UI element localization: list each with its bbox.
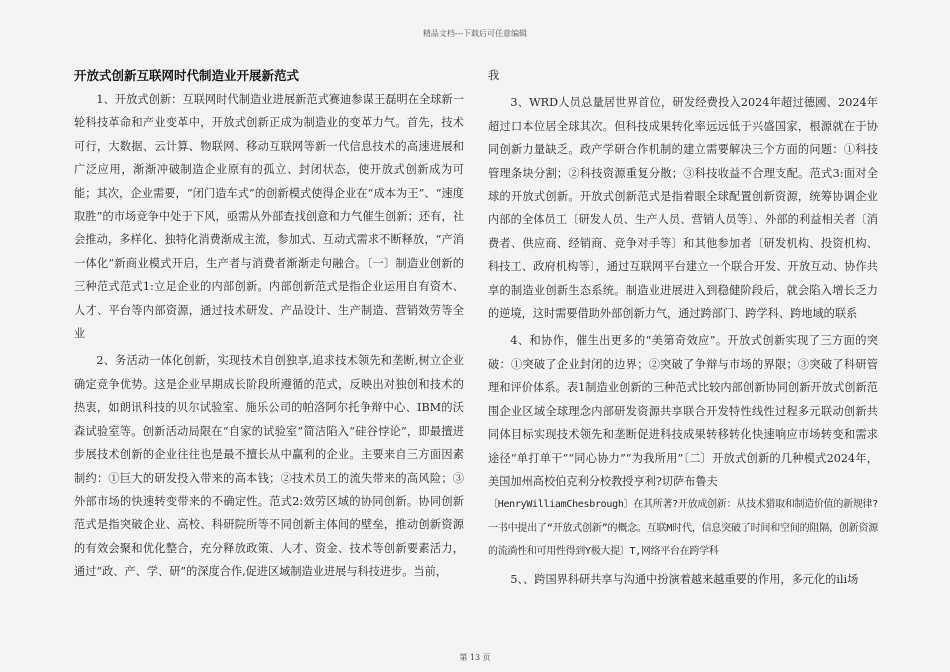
document-title: 开放式创新互联网时代制造业开展新范式	[74, 68, 300, 83]
paragraph-1: 1、开放式创新：互联网时代制造业进展新范式赛迪参谋王磊明在全球新一轮科技革命和产业变革中，开放式创新正成为制造业的变革力气。首先，技术可行，大数据、云计算、物联网、移动互联网等新一代信息技术的高速进展和广泛应用，渐渐冲破制造企业原有的孤立、封闭状态，使开放式创新成为可能；其次，企业需要，“闭门造车式”的创新模式使得企业在“成本为王”、“速度取胜”的市场竞争中处于下风，亟需从外部查找创意和力气催生创新；还有，社会推动，多样化、独特化消费渐成主流，参加式、互动式需求不断释放，“产消一体化”新商业模式开启，生产者与消费者渐渐走句融合。〔一〕制造业创新的三种范式范式1:立足企业的内部创新。内部创新范式是指企业运用自有资木、人才、平台等内部资源，通过技术研发、产品设计、生产制造、营销效劳等全业	[74, 93, 464, 341]
paragraph-4: 4、和协作，催生出更多的“美第奇效应”。开放式创新实现了三方面的突破：①突破了企业封闭的边界；②突破了争辩与市场的界限；③突破了科研管理和评价体系。表1制造业创新的三种范式比较内部创新协同创新开放式创新范围企业区域全球理念内部研发资源共享联合开发特性线性过程多元联动创新共同体目标实现技术领先和垄断促进科技成果转移转化快速响应市场转变和需求途径“单打单干”“同心协力”“为我所用”〔二〕开放式创新的几种模式2024年，美国加州高校伯克利分校教授亨利?切萨布鲁夫	[488, 334, 878, 488]
paragraph-4-continued: 〔HenryWilliamChesbrough〕在其所著?开放成创新：从技术猎取和制造价值的新规律?一书中提出了“开放式创新”的概念。互联M时代，信息突破了时间和空间的阻隔，创新资源的流淌性和可用性得到Y极大提〕T,网络平台在跨学科	[488, 499, 878, 558]
paragraph-2: 2、务活动一体化创新，实现技术自创独享,追求技术领先和垄断,树立企业确定竞争优势。这是企业早期成长阶段所遵循的范式，反映出对独创和技术的热衷，如朗讯科技的贝尔试验室、施乐公司的帕洛阿尔托争辩中心、IBM的沃森试验室等。创新活动局限在“自家的试验室”简洁陷入“硅谷悖论”，即最擅进步展技术创新的企业往往也是最不擅长从中赢利的企业。主要来自三方面因素制约：①巨大的研发投入带来的高本钱；②技术员工的流失带来的高风险；③外部市场的快速转变带来的不确定性。范式2:效劳区域的协同创新。协同创新范式是指突破企业、高校、科研院所等不同创新主体间的壁垒，推动创新资源的有效会聚和优化整合，充分释放政策、人才、资金、技术等创新要素活力，通过“政、产、学、研”的深度合作,促进区域制造业进展与科技进步。当前，	[74, 354, 464, 579]
paragraph-continuation: 我	[488, 69, 500, 82]
right-column	[488, 64, 878, 591]
paragraph-5: 5、、跨国界科研共享与沟通中扮演着越来越重要的作用，多元化的ili场	[510, 572, 859, 586]
left-column	[74, 64, 464, 584]
page-header: 精品文档---下载后可任意编辑	[422, 29, 528, 38]
paragraph-3: 3、WRD人员总量居世界首位，研发经费投入2024年超过德國、2024年超过口本位居全球其次。但科技成果转化率远远低于兴盛国家，根源就在于协同创新力量缺乏。政产学研合作机制的建立需要解决三个方面的问题：①科技管理条块分割；②科技资源重复分散；③科技收益不合理支配。范式3:面对全球的开放式创新。开放式创新范式是指着眼全球配置创新资源，统筹协调企业内部的全体员工〔研发人员、生产人员、营销人员等〕、外部的利益相关者〔消费者、供应商、经销商、竞争对手等〕和其他参加者〔研发机构、投资机构、科技工、政府机构等〕，通过互联网平台建立一个联合开发、开放互动、协作共享的制造业创新生态系统。制造业进展进入到稳健阶段后，就会陷入增长乏力的逆境，这时需要借助外部创新力气，通过跨部门、跨学科、跨地域的联系	[488, 96, 878, 321]
page-number: 第 13 页	[459, 653, 491, 662]
